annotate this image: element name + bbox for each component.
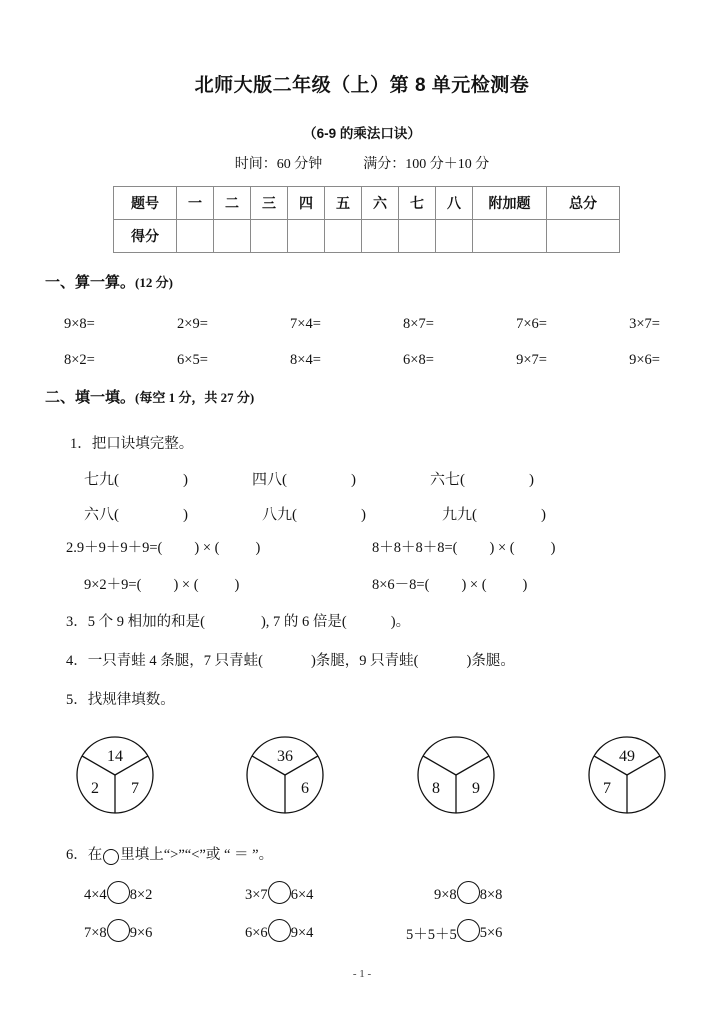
- koujue-item: [262, 503, 442, 524]
- pie-circle-svg: [417, 736, 495, 814]
- koujue-row-2: [84, 503, 644, 524]
- score-table-row-label-2: 得分: [114, 220, 177, 253]
- score-cell-5[interactable]: [325, 220, 362, 253]
- question-2-expr: 8×6－8=(: [372, 577, 430, 593]
- koujue-text: 七九(: [84, 472, 119, 488]
- time-label: 时间：60 分钟: [234, 157, 323, 172]
- question-2-expr: 8＋8＋8＋8=(: [372, 540, 458, 556]
- calc-item: 3×7=: [629, 316, 660, 332]
- calc-row-2: [64, 352, 660, 369]
- score-table-col-6: 六: [362, 187, 399, 220]
- question-2-line-2-left: [84, 578, 239, 593]
- question-4-text-a: 4．一只青蛙 4 条腿，7 只青蛙(: [66, 653, 263, 669]
- question-2-line-1-left: [66, 541, 260, 556]
- koujue-close: ): [183, 472, 188, 488]
- koujue-close: ): [541, 507, 546, 523]
- question-2-mid: ) × (: [489, 540, 515, 556]
- compare-left: 6×6: [245, 925, 268, 941]
- compare-circle[interactable]: [268, 881, 291, 904]
- calc-item: 7×6=: [516, 316, 547, 332]
- score-cell-4[interactable]: [288, 220, 325, 253]
- question-2-close: ): [255, 540, 261, 556]
- question-3: [66, 615, 410, 630]
- compare-item-5: [245, 922, 313, 945]
- koujue-item: [430, 468, 534, 489]
- compare-left: 7×8: [84, 925, 107, 941]
- score-cell-total[interactable]: [547, 220, 620, 253]
- question-1-prompt: 1．把口诀填完整。: [70, 436, 194, 452]
- question-2-line-1-right: [372, 541, 555, 556]
- score-cell-bonus[interactable]: [473, 220, 547, 253]
- calc-item: 9×8=: [64, 316, 95, 332]
- compare-circle[interactable]: [107, 919, 130, 942]
- question-2-close: ): [522, 577, 528, 593]
- score-table-col-3: 三: [251, 187, 288, 220]
- pie-value-left: 8: [432, 780, 440, 797]
- compare-right: 8×8: [479, 887, 503, 903]
- question-2-close: ): [550, 540, 556, 556]
- score-cell-2[interactable]: [214, 220, 251, 253]
- compare-left: 5＋5＋5: [406, 927, 457, 943]
- table-row-scores: [114, 220, 620, 253]
- compare-circle[interactable]: [457, 919, 480, 942]
- compare-right: 9×4: [290, 925, 314, 941]
- koujue-item: [442, 503, 546, 524]
- compare-circle[interactable]: [107, 881, 130, 904]
- pie-value-left: 2: [91, 780, 99, 797]
- page-footer: - 1 -: [352, 968, 372, 980]
- score-cell-1[interactable]: [177, 220, 214, 253]
- pie-value-right: 9: [472, 780, 480, 797]
- score-table-col-2: 二: [214, 187, 251, 220]
- pie-value-right: 6: [301, 780, 309, 797]
- score-table-col-8: 八: [436, 187, 473, 220]
- score-table-col-total: 总分: [547, 187, 620, 220]
- section-2-points: (每空 1 分，共 27 分): [135, 390, 255, 405]
- compare-item-3: [434, 884, 502, 907]
- section-1-title: 一、算一算。: [45, 274, 136, 291]
- question-2-mid: ) × (: [194, 540, 220, 556]
- compare-right: 6×4: [290, 887, 314, 903]
- calc-item: 9×6=: [629, 352, 660, 368]
- section-1-points: (12 分): [135, 275, 173, 290]
- score-table-col-1: 一: [177, 187, 214, 220]
- section-1-heading: [45, 271, 173, 292]
- question-2-close: ): [234, 577, 240, 593]
- calc-item: 6×5=: [177, 352, 208, 368]
- circle-icon: [103, 849, 119, 865]
- calc-item: 8×2=: [64, 352, 95, 368]
- page-title: 北师大版二年级（上）第 8 单元检测卷: [194, 75, 530, 96]
- score-cell-3[interactable]: [251, 220, 288, 253]
- pie-diagram-1: [76, 736, 154, 814]
- score-table-col-4: 四: [288, 187, 325, 220]
- koujue-text: 九九(: [442, 507, 477, 523]
- pie-diagram-4: [588, 736, 666, 814]
- compare-right: 5×6: [479, 925, 503, 941]
- koujue-text: 六七(: [430, 472, 465, 488]
- score-cell-8[interactable]: [436, 220, 473, 253]
- question-4-text-c: )条腿。: [466, 653, 515, 669]
- compare-item-6: [406, 922, 502, 945]
- question-3-text-b: ), 7 的 6 倍是(: [260, 614, 347, 630]
- pie-value-top: 14: [107, 748, 123, 765]
- compare-left: 4×4: [84, 887, 107, 903]
- calc-item: 8×7=: [403, 316, 434, 332]
- question-2-line-2-right: [372, 578, 527, 593]
- pie-value-top: 49: [619, 748, 635, 765]
- compare-circle[interactable]: [268, 919, 291, 942]
- compare-item-1: [84, 884, 152, 907]
- section-2-title: 二、填一填。: [45, 389, 136, 406]
- koujue-row-1: [84, 468, 644, 489]
- question-2-expr: 9×2＋9=(: [84, 577, 142, 593]
- exam-meta: [0, 153, 724, 173]
- score-cell-7[interactable]: [399, 220, 436, 253]
- question-5-prompt: 5．找规律填数。: [66, 692, 175, 708]
- compare-circle[interactable]: [457, 881, 480, 904]
- calc-item: 2×9=: [177, 316, 208, 332]
- koujue-item: [84, 468, 252, 489]
- compare-right: 9×6: [129, 925, 153, 941]
- question-4: [66, 654, 515, 669]
- page-subtitle: （6-9 的乘法口诀）: [303, 126, 421, 141]
- calc-item: 6×8=: [403, 352, 434, 368]
- pie-value-top: 36: [277, 748, 293, 765]
- question-4-text-b: )条腿，9 只青蛙(: [310, 653, 419, 669]
- question-6-prompt: [66, 847, 273, 863]
- table-row-header: [114, 187, 620, 220]
- score-table-col-7: 七: [399, 187, 436, 220]
- koujue-close: ): [351, 472, 356, 488]
- question-2-expr: 9＋9＋9＋9=(: [76, 540, 163, 556]
- calc-item: 7×4=: [290, 316, 321, 332]
- compare-right: 8×2: [129, 887, 153, 903]
- koujue-close: ): [529, 472, 534, 488]
- score-table-col-5: 五: [325, 187, 362, 220]
- koujue-item: [84, 503, 262, 524]
- score-cell-6[interactable]: [362, 220, 399, 253]
- score-table-row-label-1: 题号: [114, 187, 177, 220]
- question-2-mid: ) × (: [461, 577, 487, 593]
- pie-diagram-2: [246, 736, 324, 814]
- compare-left: 9×8: [434, 887, 457, 903]
- compare-item-4: [84, 922, 152, 945]
- question-6-prompt-a: 6．在: [66, 846, 103, 863]
- score-table-col-bonus: 附加题: [473, 187, 547, 220]
- question-3-text-a: 3．5 个 9 相加的和是(: [66, 614, 205, 630]
- question-6-prompt-b: 里填上“>”“<”或 “ ＝ ”。: [120, 846, 274, 863]
- score-table: [113, 186, 620, 253]
- compare-left: 3×7: [245, 887, 268, 903]
- koujue-item: [252, 468, 430, 489]
- question-3-text-c: )。: [390, 614, 411, 630]
- calc-item: 8×4=: [290, 352, 321, 368]
- koujue-close: ): [183, 507, 188, 523]
- pie-value-right: 7: [131, 780, 139, 797]
- koujue-text: 六八(: [84, 507, 119, 523]
- full-score-label: 满分：100 分＋10 分: [363, 157, 490, 172]
- section-2-heading: [45, 386, 254, 407]
- question-2-mid: ) × (: [173, 577, 199, 593]
- koujue-text: 四八(: [252, 472, 287, 488]
- question-2-label: 2.: [66, 540, 77, 556]
- koujue-close: ): [361, 507, 366, 523]
- calc-row-1: [64, 316, 660, 333]
- pie-diagram-3: [417, 736, 495, 814]
- koujue-text: 八九(: [262, 507, 297, 523]
- calc-item: 9×7=: [516, 352, 547, 368]
- pie-value-left: 7: [603, 780, 611, 797]
- compare-item-2: [245, 884, 313, 907]
